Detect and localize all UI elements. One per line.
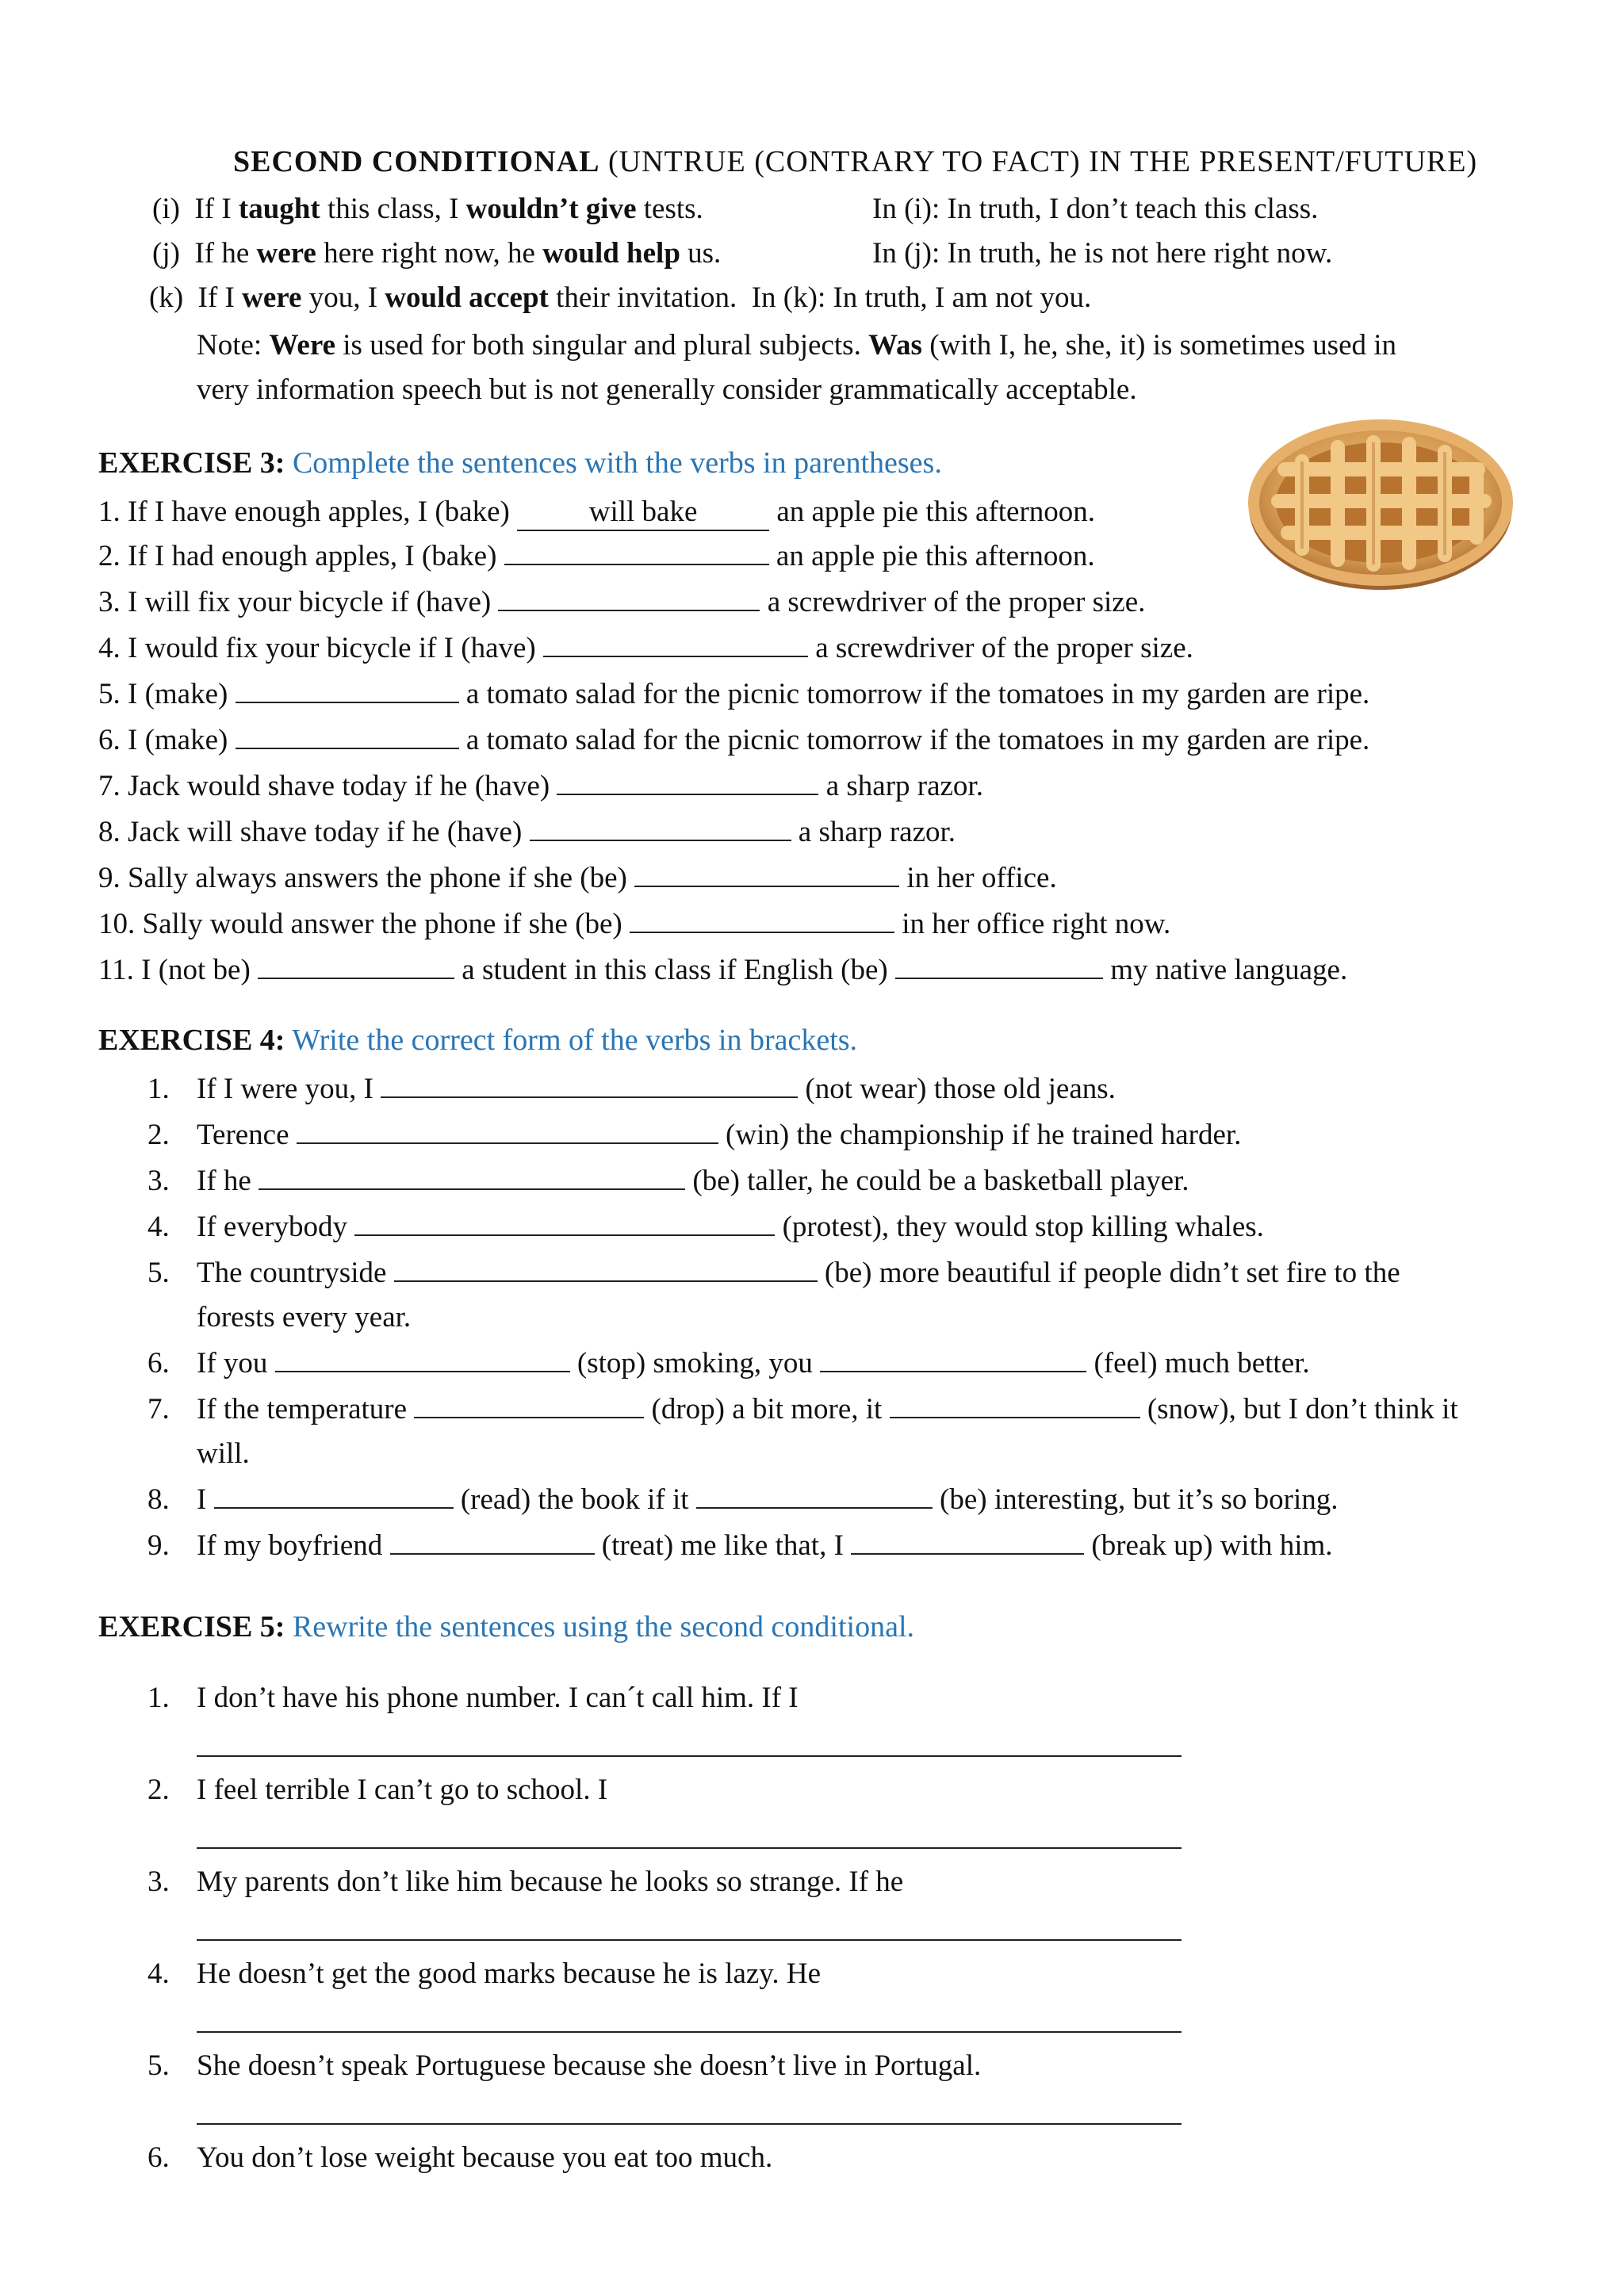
answer-line[interactable] xyxy=(197,1754,1182,1757)
answer-line[interactable] xyxy=(197,1938,1182,1941)
item-text: If my boyfriend xyxy=(197,1529,390,1562)
ex3-item-7 xyxy=(98,769,983,804)
item-number: 8. xyxy=(147,1483,170,1516)
example-bold: were xyxy=(256,237,316,270)
item-text: 1. If I have enough apples, I (bake) xyxy=(98,496,518,528)
item-number: 3. xyxy=(147,1866,170,1898)
answer-blank[interactable] xyxy=(354,1211,775,1236)
item-text: The countryside xyxy=(197,1257,394,1289)
item-number: 4. xyxy=(147,1957,170,1990)
ex3-item-8 xyxy=(98,815,956,850)
item-text: If you xyxy=(197,1347,275,1380)
ex3-item-6 xyxy=(98,723,1369,758)
item-text: Terence xyxy=(197,1119,297,1151)
item-text: (break up) with him. xyxy=(1084,1529,1333,1562)
item-number: 7. xyxy=(147,1393,170,1425)
exercise-instruction: Rewrite the sentences using the second conditional. xyxy=(292,1610,915,1644)
example-i xyxy=(152,192,703,227)
item-text: 10. Sally would answer the phone if she (be) xyxy=(98,908,630,940)
item-number: 1. xyxy=(147,1073,170,1105)
example-text: tests. xyxy=(636,193,703,225)
item-text: 7. Jack would shave today if he (have) xyxy=(98,770,557,802)
answer-blank[interactable] xyxy=(851,1529,1084,1555)
apple-pie-image xyxy=(1247,414,1515,593)
answer-blank[interactable] xyxy=(634,862,899,887)
item-text: an apple pie this afternoon. xyxy=(769,496,1096,528)
example-label: (i) xyxy=(152,193,180,225)
grammar-note-line2: very information speech but is not generally consider grammatically acceptable. xyxy=(197,373,1137,406)
answer-blank[interactable] xyxy=(557,770,818,795)
exercise5-heading xyxy=(98,1609,914,1644)
exercise3-heading xyxy=(98,446,942,480)
example-bold: were xyxy=(242,281,302,314)
answer-blank[interactable] xyxy=(258,954,454,979)
answer-blank[interactable] xyxy=(498,586,760,611)
item-text: my native language. xyxy=(1103,954,1348,986)
answer-blank[interactable] xyxy=(820,1347,1086,1372)
answer-line[interactable] xyxy=(197,2122,1182,2125)
ex3-item-4 xyxy=(98,631,1193,666)
ex4-item-6 xyxy=(197,1346,1310,1381)
note-bold: Were xyxy=(269,329,336,362)
ex3-item-1 xyxy=(98,495,1095,531)
item-text: If everybody xyxy=(197,1211,355,1243)
note-label: Note: xyxy=(197,329,270,362)
item-text: 5. I (make) xyxy=(98,678,236,710)
answer-blank[interactable] xyxy=(214,1483,454,1509)
example-bold: taught xyxy=(238,193,320,225)
ex4-item-4 xyxy=(197,1210,1264,1245)
example-bold: wouldn’t give xyxy=(465,193,637,225)
item-text: in her office right now. xyxy=(894,908,1171,940)
ex5-item-3: My parents don’t like him because he looks so strange. If he xyxy=(197,1866,904,1898)
answer-blank[interactable]: will bake xyxy=(517,495,769,531)
item-number: 6. xyxy=(147,1347,170,1380)
note-text: (with I, he, she, it) is sometimes used in xyxy=(921,329,1397,362)
example-text: If he xyxy=(194,237,257,270)
grammar-note xyxy=(197,328,1396,363)
item-text: (be) interesting, but it’s so boring. xyxy=(932,1483,1339,1516)
ex4-item-9 xyxy=(197,1529,1333,1563)
item-text: If the temperature xyxy=(197,1393,415,1425)
page-title xyxy=(233,144,1477,179)
exercise-label: EXERCISE 5: xyxy=(98,1610,285,1644)
ex4-item-7-cont: will. xyxy=(197,1437,250,1470)
answer-blank[interactable] xyxy=(236,724,459,749)
example-bold: would accept xyxy=(385,281,549,314)
answer-blank[interactable] xyxy=(275,1347,570,1372)
answer-blank[interactable] xyxy=(630,908,894,933)
item-number: 3. xyxy=(147,1165,170,1197)
ex4-item-2 xyxy=(197,1118,1241,1153)
item-text: in her office. xyxy=(899,862,1057,894)
ex4-item-7 xyxy=(197,1392,1458,1427)
item-text: 2. If I had enough apples, I (bake) xyxy=(98,540,504,572)
item-text: (stop) smoking, you xyxy=(569,1347,821,1380)
item-text: an apple pie this afternoon. xyxy=(768,540,1095,572)
item-text: a sharp razor. xyxy=(791,816,956,848)
ex5-item-6: You don’t lose weight because you eat too much. xyxy=(197,2141,773,2174)
example-text: here right now, he xyxy=(316,237,543,270)
answer-blank[interactable] xyxy=(259,1165,685,1190)
answer-blank[interactable] xyxy=(390,1529,595,1555)
item-text: a sharp razor. xyxy=(818,770,983,802)
note-text: is used for both singular and plural subjects. xyxy=(335,329,869,362)
item-number: 1. xyxy=(147,1682,170,1714)
example-label: (j) xyxy=(152,237,180,270)
ex5-item-5: She doesn’t speak Portuguese because she doesn’t live in Portugal. xyxy=(197,2049,982,2082)
answer-line[interactable] xyxy=(197,2030,1182,2033)
answer-line[interactable] xyxy=(197,1846,1182,1849)
ex5-item-2: I feel terrible I can’t go to school. I xyxy=(197,1774,608,1806)
item-text: (read) the book if it xyxy=(453,1483,696,1516)
ex3-item-10 xyxy=(98,907,1170,942)
answer-blank[interactable] xyxy=(394,1257,818,1282)
item-text: a tomato salad for the picnic tomorrow if the tomatoes in my garden are ripe. xyxy=(458,724,1370,756)
example-k xyxy=(149,281,1091,316)
exercise-label: EXERCISE 3: xyxy=(98,446,285,480)
item-text: (win) the championship if he trained harder. xyxy=(718,1119,1242,1151)
ex4-item-1 xyxy=(197,1072,1116,1107)
answer-blank[interactable] xyxy=(530,816,791,841)
ex4-item-5 xyxy=(197,1256,1400,1291)
answer-blank[interactable] xyxy=(696,1483,933,1509)
example-note-k: In (k): In truth, I am not you. xyxy=(751,281,1092,314)
exercise-instruction: Write the correct form of the verbs in brackets. xyxy=(292,1024,858,1057)
ex3-item-9 xyxy=(98,861,1057,896)
item-text: 6. I (make) xyxy=(98,724,236,756)
example-label: (k) xyxy=(149,281,184,314)
item-number: 2. xyxy=(147,1119,170,1151)
item-text: 11. I (not be) xyxy=(98,954,259,986)
item-text: a tomato salad for the picnic tomorrow if the tomatoes in my garden are ripe. xyxy=(458,678,1370,710)
title-rest: (UNTRUE (CONTRARY TO FACT) IN THE PRESENT/FUTURE) xyxy=(607,145,1478,178)
item-text: If he xyxy=(197,1165,259,1197)
example-text: us. xyxy=(680,237,722,270)
item-number: 9. xyxy=(147,1529,170,1562)
example-note-j: In (j): In truth, he is not here right now. xyxy=(872,237,1333,270)
item-text: (be) more beautiful if people didn’t set fire to the xyxy=(817,1257,1400,1289)
ex4-item-5-cont: forests every year. xyxy=(197,1301,412,1334)
ex3-item-5 xyxy=(98,677,1369,712)
ex3-item-3 xyxy=(98,585,1145,620)
item-text: (drop) a bit more, it xyxy=(644,1393,890,1425)
item-text: 8. Jack will shave today if he (have) xyxy=(98,816,530,848)
item-number: 2. xyxy=(147,1774,170,1806)
item-text: a screwdriver of the proper size. xyxy=(760,586,1146,618)
answer-blank[interactable] xyxy=(414,1393,644,1418)
answer-blank[interactable] xyxy=(895,954,1103,979)
exercise-instruction: Complete the sentences with the verbs in parentheses. xyxy=(292,446,942,480)
item-text: I xyxy=(197,1483,214,1516)
answer-blank[interactable] xyxy=(543,632,808,657)
ex3-item-2 xyxy=(98,539,1095,574)
example-text: If I xyxy=(197,281,243,314)
item-number: 5. xyxy=(147,2049,170,2082)
item-text: 9. Sally always answers the phone if she (be) xyxy=(98,862,635,894)
item-number: 6. xyxy=(147,2141,170,2174)
example-text: If I xyxy=(194,193,239,225)
item-text: 4. I would fix your bicycle if I (have) xyxy=(98,632,543,664)
example-j xyxy=(152,236,721,271)
item-text: (be) taller, he could be a basketball player. xyxy=(685,1165,1189,1197)
item-text: If I were you, I xyxy=(197,1073,381,1105)
example-text: you, I xyxy=(301,281,385,314)
ex4-item-8 xyxy=(197,1483,1339,1517)
note-bold: Was xyxy=(868,329,922,362)
item-text: 3. I will fix your bicycle if (have) xyxy=(98,586,499,618)
item-number: 4. xyxy=(147,1211,170,1243)
answer-blank[interactable] xyxy=(236,678,459,703)
exercise4-heading xyxy=(98,1023,857,1058)
ex4-item-3 xyxy=(197,1164,1189,1199)
item-text: a student in this class if English (be) xyxy=(454,954,895,986)
ex3-item-11 xyxy=(98,953,1347,988)
ex5-item-4: He doesn’t get the good marks because he is lazy. He xyxy=(197,1957,822,1990)
item-text: (snow), but I don’t think it xyxy=(1139,1393,1458,1425)
item-text: (not wear) those old jeans. xyxy=(798,1073,1116,1105)
example-text: this class, I xyxy=(320,193,466,225)
answer-blank[interactable] xyxy=(890,1393,1140,1418)
answer-blank[interactable] xyxy=(504,540,769,565)
answer-blank[interactable] xyxy=(381,1073,798,1098)
example-note-i: In (i): In truth, I don’t teach this class. xyxy=(872,193,1319,225)
item-text: (feel) much better. xyxy=(1086,1347,1310,1380)
example-text: their invitation. xyxy=(548,281,737,314)
title-bold: SECOND CONDITIONAL xyxy=(233,145,600,178)
item-text: (treat) me like that, I xyxy=(594,1529,852,1562)
exercise-label: EXERCISE 4: xyxy=(98,1024,285,1057)
item-text: a screwdriver of the proper size. xyxy=(807,632,1193,664)
item-number: 5. xyxy=(147,1257,170,1289)
item-text: (protest), they would stop killing whales. xyxy=(775,1211,1264,1243)
ex5-item-1: I don’t have his phone number. I can´t call him. If I xyxy=(197,1682,799,1714)
example-bold: would help xyxy=(542,237,680,270)
answer-blank[interactable] xyxy=(297,1119,718,1144)
